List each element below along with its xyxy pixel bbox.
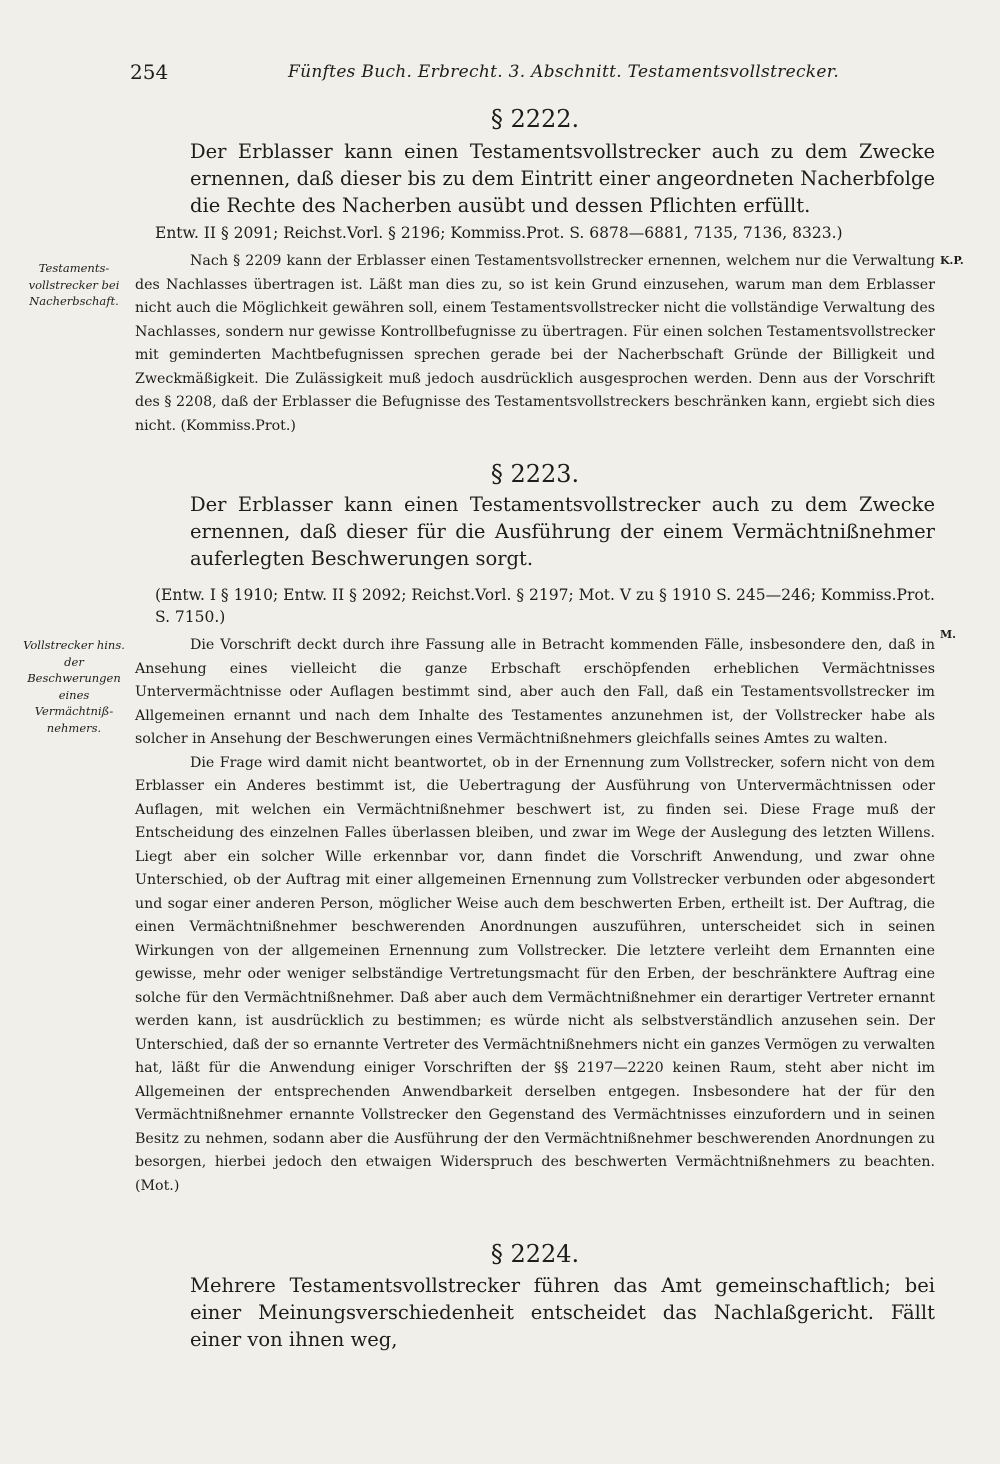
margin-mark-2223: M.	[940, 628, 957, 641]
law-text-2224: Mehrere Testamentsvollstrecker führen das Amt gemeinschaftlich; bei einer Meinungsverschiedenheit entscheidet das Nachlaßgericht. Fällt einer von ihnen weg,	[190, 1274, 935, 1351]
section-heading-2223: § 2223.	[490, 460, 580, 488]
law-text-2222: Der Erblasser kann einen Testamentsvollstrecker auch zu dem Zwecke ernennen, daß dieser bis zu dem Eintritt einer angeordneten Nacherbfolge die Rechte des Nacherben ausübt und dessen Pflichten erfüllt.	[190, 140, 935, 217]
commentary-2223: Die Vorschrift deckt durch ihre Fassung alle in Betracht kommenden Fälle, insbesondere den, daß in Ansehung eines vielleicht die ganze Erbschaft erschöpfenden erheblichen Vermächtnisses Untervermächtnisse oder Auflagen bestimmt sind, aber auch den Fall, daß ein Testamentsvollstrecker im Allgemeinen ernannt und nach dem Inhalte des Testamentes anzunehmen ist, der Vollstrecker habe als solcher in Ansehung der Beschwerungen eines Vermächtnißnehmers gleichfalls seines Amtes zu walten. Die Frage wird damit nicht beantwortet, ob in der Ernennung zum Vollstrecker, sofern nicht von dem Erblasser ein Anderes bestimmt ist, die Uebertragung der Ausführung von Untervermächtnissen oder Auflagen, mit welchen ein Vermächtnißnehmer beschwert ist, zu finden sei. Diese Frage muß der Entscheidung des einzelnen Falles überlassen bleiben, und zwar im Wege der Auslegung des letzten Willens. Liegt aber ein solcher Wille erkennbar vor, dann findet die Vorschrift Anwendung, und zwar ohne Unterschied, ob der Auftrag mit einer allgemeinen Ernennung zum Vollstrecker verbunden oder abgesondert und sogar einer anderen Person, möglicher Weise auch dem beschwerten Erben, ertheilt ist. Der Auftrag, die einen Vermächtnißnehmer beschwerenden Anordnungen auszuführen, unterscheidet sich in seinen Wirkungen von der allgemeinen Ernennung zum Vollstrecker. Die letztere verleiht dem Ernannten eine gewisse, mehr oder weniger selbständige Vertretungsmacht für den Erben, der beschränktere Auftrag eine solche für den Vermächtnißnehmer. Daß aber auch dem Vermächtnißnehmer ein derartiger Vertreter ernannt werden kann, ist ausdrücklich zu bestimmen; es würde nicht als selbstverständlich anzusehen sein. Der Unterschied, daß der so ernannte Vertreter des Vermächtnißnehmers nicht ein ganzes Vermögen zu verwalten hat, läßt für die Anwendung einiger Vorschriften der §§ 2197—2220 keinen Raum, steht aber nicht im Allgemeinen der entsprechenden Anwendbarkeit derselben entgegen. Insbesondere hat der für den Vermächtnißnehmer ernannte Vollstrecker den Gegenstand des Vermächtnisses einzufordern und in seinen Besitz zu nehmen, sodann aber die Ausführung der den Vermächtnißnehmer beschwerenden Anordnungen zu besorgen, hierbei jedoch den etwaigen Widerspruch des beschwerten Vermächtnißnehmers zu beachten. (Mot.)	[135, 637, 935, 1194]
running-title: Fünftes Buch. Erbrecht. 3. Abschnitt. Testamentsvollstrecker.	[288, 62, 840, 82]
section-heading-2224: § 2224.	[490, 1240, 580, 1268]
references-2222: Entw. II § 2091; Reichst.Vorl. § 2196; Kommiss.Prot. S. 6878—6881, 7135, 7136, 8323.)	[155, 224, 843, 242]
page-number: 254	[130, 60, 169, 84]
section-heading-2222: § 2222.	[490, 105, 580, 133]
margin-note-2222: Testamentsvollstrecker bei Nacherbschaft.	[28, 261, 120, 308]
law-text-2223: Der Erblasser kann einen Testamentsvollstrecker auch zu dem Zwecke ernennen, daß dieser für die Ausführung der einem Vermächtnißnehmer auferlegten Beschwerungen sorgt.	[190, 493, 935, 570]
margin-note-2223: Vollstrecker hins. der Beschwerungen eines Vermächtnißnehmers.	[23, 638, 125, 735]
references-2223: (Entw. I § 1910; Entw. II § 2092; Reichst.Vorl. § 2197; Mot. V zu § 1910 S. 245—246; Kommiss.Prot. S. 7150.)	[155, 586, 935, 626]
margin-mark-2222: K.P.	[940, 254, 964, 267]
commentary-2222: Nach § 2209 kann der Erblasser einen Testamentsvollstrecker ernennen, welchem nur die Verwaltung des Nachlasses übertragen ist. Läßt man dies zu, so ist kein Grund einzusehen, warum man dem Erblasser nicht auch die Möglichkeit gewähren soll, einem Testamentsvollstrecker nicht die vollständige Verwaltung des Nachlasses, sondern nur gewisse Kontrollbefugnisse zu übertragen. Für einen solchen Testamentsvollstrecker mit geminderten Machtbefugnissen sprechen gerade bei der Nacherbschaft Gründe der Billigkeit und Zweckmäßigkeit. Die Zulässigkeit muß jedoch ausdrücklich ausgesprochen werden. Denn aus der Vorschrift des § 2208, daß der Erblasser die Befugnisse des Testamentsvollstreckers beschränken kann, ergiebt sich dies nicht. (Kommiss.Prot.)	[135, 253, 935, 434]
